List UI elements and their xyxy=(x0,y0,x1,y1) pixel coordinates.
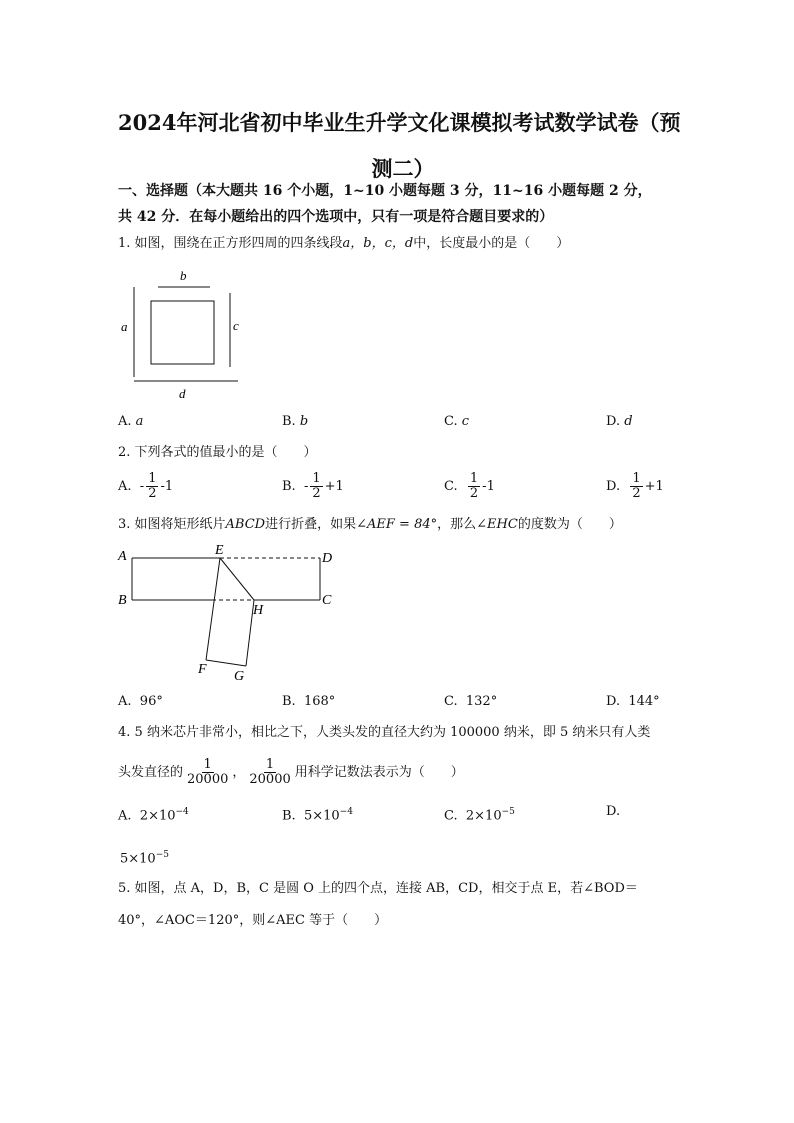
q3-stem-b: 进行折叠，如果 xyxy=(265,517,357,532)
q1-option-a[interactable] xyxy=(118,412,143,432)
q2-opt-a-post: -1 xyxy=(160,479,174,494)
edge-eh xyxy=(220,558,254,600)
q4-opt-d-exp: −5 xyxy=(155,850,169,860)
q4-opt-b-base: 5×10 xyxy=(303,808,340,824)
section-heading xyxy=(118,178,698,230)
q2-opt-b-post: +1 xyxy=(324,479,344,494)
q3-angle1: ∠AEF = 84° xyxy=(356,517,438,532)
question-2-stem: 2. 下列各式的值最小的是（ ） xyxy=(118,445,317,460)
q4-line2-a: 头发直径的 xyxy=(118,765,184,780)
q1-opt-c-text: c xyxy=(461,414,470,429)
q1-option-d[interactable] xyxy=(606,412,633,432)
q2-opt-d-post: +1 xyxy=(644,479,664,494)
label-a: a xyxy=(121,319,128,334)
frac-den: 2 xyxy=(632,486,641,501)
q1-option-b[interactable] xyxy=(282,412,308,432)
label-C: C xyxy=(322,593,332,608)
question-5-line-2: 40°，∠AOC＝120°，则∠AEC 等于（ ） xyxy=(118,913,388,928)
q1-option-c[interactable] xyxy=(444,412,469,432)
q2-option-d[interactable] xyxy=(606,472,664,501)
q2-opt-c-letter: C. xyxy=(444,479,458,494)
label-A: A xyxy=(118,549,127,564)
label-B: B xyxy=(118,593,127,608)
q3-opt-a-text: 96° xyxy=(139,694,163,709)
question-1-figure xyxy=(118,265,248,403)
q1-stem-a: 1. 如图，围绕在正方形四周的四条线段 xyxy=(118,236,343,251)
q3-angle2: ∠EHC xyxy=(476,517,518,532)
frac-num: 1 xyxy=(632,471,641,486)
q3-stem-d: 的度数为（ ） xyxy=(517,517,622,532)
q4-option-d-letter[interactable]: D. xyxy=(606,804,621,819)
title-line-2: 测二） xyxy=(371,156,435,181)
frac-den: 2 xyxy=(469,486,479,501)
q4-option-d-value[interactable] xyxy=(120,845,169,869)
q1-opt-a-text: a xyxy=(135,414,144,429)
frac-den: 20000 xyxy=(249,772,291,787)
frac-num: 1 xyxy=(312,471,321,486)
q3-opt-d-text: 144° xyxy=(628,694,660,709)
label-F: F xyxy=(198,662,207,677)
q1-opt-d-text: d xyxy=(624,414,633,429)
q4-opt-a-exp: −4 xyxy=(175,807,189,817)
q3-opt-c-text: 132° xyxy=(465,694,498,709)
q4-opt-a-letter: A. xyxy=(118,808,132,824)
label-d: d xyxy=(179,386,186,401)
q2-option-c[interactable] xyxy=(444,472,495,501)
question-3-stem xyxy=(118,514,688,536)
q2-opt-b-pre: - xyxy=(303,479,309,494)
q4-opt-c-base: 2×10 xyxy=(465,808,502,824)
q4-line2-b: ， xyxy=(232,765,246,780)
frac-num: 1 xyxy=(148,471,157,486)
q4-opt-c-letter: C. xyxy=(444,808,458,824)
q3-option-c[interactable] xyxy=(444,692,497,712)
q2-option-b[interactable] xyxy=(282,472,344,501)
q4-option-a[interactable] xyxy=(118,802,189,826)
q4-opt-b-letter: B. xyxy=(282,808,296,824)
q2-opt-b-fraction xyxy=(310,472,322,501)
frac-num: 1 xyxy=(469,471,479,486)
q4-opt-a-base: 2×10 xyxy=(139,808,176,824)
q3-opt-d-letter: D. xyxy=(606,694,621,709)
q3-rect: ABCD xyxy=(225,517,266,532)
q1-opt-c-letter: C. xyxy=(444,414,462,429)
q1-opt-d-letter: D. xyxy=(606,414,625,429)
section-line-1: 一、选择题（本大题共 16 个小题，1~10 小题每题 3 分，11~16 小题每题 2 分， xyxy=(118,183,652,199)
label-b: b xyxy=(180,268,187,283)
q3-opt-b-text: 168° xyxy=(303,694,336,709)
q1-stem-b: 中，长度最小的是（ ） xyxy=(413,236,570,251)
q3-option-a[interactable] xyxy=(118,692,163,712)
q2-opt-a-letter: A. xyxy=(118,479,132,494)
q2-opt-c-fraction xyxy=(468,472,480,501)
q3-stem-a: 3. 如图将矩形纸片 xyxy=(118,517,226,532)
q3-opt-c-letter: C. xyxy=(444,694,458,709)
q4-fraction-1 xyxy=(185,758,230,787)
q2-opt-b-letter: B. xyxy=(282,479,296,494)
edge-ef xyxy=(206,558,220,660)
q2-opt-a-fraction xyxy=(146,472,158,501)
q3-opt-b-letter: B. xyxy=(282,694,296,709)
q1-opt-a-letter: A. xyxy=(118,414,136,429)
label-H: H xyxy=(253,603,264,618)
label-D: D xyxy=(322,551,333,566)
q2-opt-c-post: -1 xyxy=(482,479,495,494)
question-4-line-1: 4. 5 纳米芯片非常小，相比之下，人类头发的直径大约为 100000 纳米，即 5 纳米只有人类 xyxy=(118,725,651,740)
title-line-1: 2024年河北省初中毕业生升学文化课模拟考试数学试卷（预 xyxy=(118,110,681,135)
frac-den: 2 xyxy=(148,486,157,501)
question-5-line-1: 5. 如图，点 A，D，B，C 是圆 O 上的四个点，连接 AB，CD，相交于点 E，若∠BOD＝ xyxy=(118,881,638,896)
label-E: E xyxy=(215,543,224,558)
question-3-figure xyxy=(114,540,344,685)
q3-option-d[interactable] xyxy=(606,692,660,712)
q1-vars: a，b，c，d xyxy=(342,236,414,251)
q4-line2-c: 用科学记数法表示为（ ） xyxy=(294,765,464,780)
q4-option-b[interactable] xyxy=(282,802,353,826)
q4-opt-d-base: 5×10 xyxy=(120,851,156,867)
frac-num: 1 xyxy=(203,757,212,772)
question-4-line-2 xyxy=(118,758,688,788)
frac-num: 1 xyxy=(265,757,275,772)
q4-option-c[interactable] xyxy=(444,802,515,826)
q4-opt-b-exp: −4 xyxy=(339,807,353,817)
q3-stem-c: ，那么 xyxy=(437,517,477,532)
question-1-stem xyxy=(118,233,688,255)
edge-fg xyxy=(206,660,246,666)
frac-den: 20000 xyxy=(187,772,229,787)
section-line-2: 共 42 分．在每小题给出的四个选项中，只有一项是符合题目要求的） xyxy=(118,209,554,225)
frac-den: 2 xyxy=(312,486,321,501)
q2-opt-d-fraction xyxy=(630,472,642,501)
q2-opt-d-letter: D. xyxy=(606,479,621,494)
q2-opt-a-pre: - xyxy=(139,479,145,494)
square xyxy=(151,301,214,364)
label-G: G xyxy=(234,669,245,684)
q2-option-a[interactable] xyxy=(118,472,173,501)
q4-opt-c-exp: −5 xyxy=(501,807,515,817)
q1-opt-b-text: b xyxy=(299,414,309,429)
q1-opt-b-letter: B. xyxy=(282,414,300,429)
label-c: c xyxy=(233,318,239,333)
q4-fraction-2 xyxy=(247,758,292,787)
q3-opt-a-letter: A. xyxy=(118,694,132,709)
q3-option-b[interactable] xyxy=(282,692,335,712)
